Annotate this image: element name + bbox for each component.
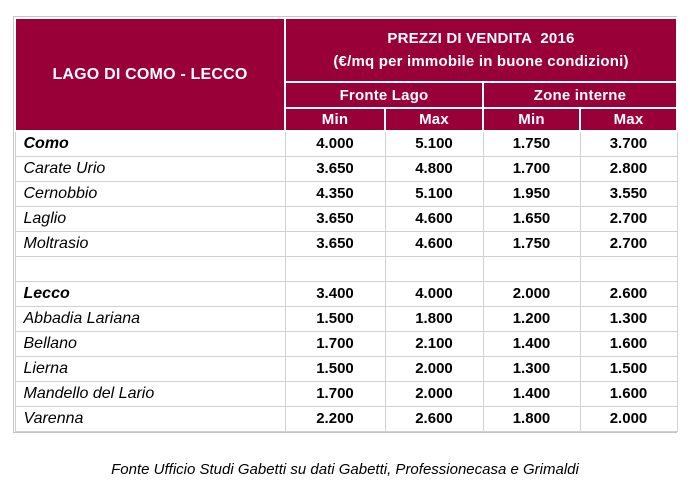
locality-cell: Lecco — [15, 281, 285, 306]
table-row — [15, 131, 677, 156]
table-row — [15, 206, 677, 231]
price-cell: 1.300 — [483, 356, 580, 381]
price-cell: 1.300 — [580, 306, 677, 331]
table-row — [15, 331, 677, 356]
price-cell: 2.600 — [385, 406, 483, 431]
group-header-fronte-lago: Fronte Lago — [285, 82, 483, 108]
price-cell: 1.400 — [483, 381, 580, 406]
price-cell: 2.200 — [285, 406, 385, 431]
price-cell — [285, 256, 385, 281]
table-row — [15, 181, 677, 206]
price-cell: 1.800 — [385, 306, 483, 331]
price-cell: 1.500 — [285, 306, 385, 331]
price-cell: 3.650 — [285, 231, 385, 256]
locality-cell — [15, 256, 285, 281]
subheader-fronte-lago-max: Max — [385, 108, 483, 131]
price-cell: 1.800 — [483, 406, 580, 431]
price-cell: 1.700 — [285, 331, 385, 356]
price-cell: 4.600 — [385, 231, 483, 256]
price-cell: 1.650 — [483, 206, 580, 231]
price-cell: 1.500 — [285, 356, 385, 381]
locality-cell: Lierna — [15, 356, 285, 381]
price-cell: 2.600 — [580, 281, 677, 306]
group-header-zone-interne: Zone interne — [483, 82, 677, 108]
price-cell: 1.950 — [483, 181, 580, 206]
table-row — [15, 306, 677, 331]
price-cell: 2.700 — [580, 206, 677, 231]
price-cell: 2.000 — [385, 381, 483, 406]
locality-cell: Moltrasio — [15, 231, 285, 256]
price-cell: 3.650 — [285, 156, 385, 181]
table-body — [15, 131, 677, 431]
price-table — [14, 17, 678, 432]
price-cell: 1.600 — [580, 381, 677, 406]
locality-cell: Cernobbio — [15, 181, 285, 206]
table-title-line1: PREZZI DI VENDITA 2016 — [387, 29, 575, 47]
table-row — [15, 281, 677, 306]
price-cell: 3.700 — [580, 131, 677, 156]
price-cell: 2.100 — [385, 331, 483, 356]
subheader-fronte-lago-min: Min — [285, 108, 385, 131]
price-cell: 1.500 — [580, 356, 677, 381]
price-cell: 2.800 — [580, 156, 677, 181]
price-cell: 4.600 — [385, 206, 483, 231]
locality-cell: Laglio — [15, 206, 285, 231]
price-cell: 2.000 — [385, 356, 483, 381]
price-cell: 1.750 — [483, 131, 580, 156]
price-cell — [385, 256, 483, 281]
table-row — [15, 156, 677, 181]
locality-cell: Mandello del Lario — [15, 381, 285, 406]
table-row-spacer — [15, 256, 677, 281]
source-note: Fonte Ufficio Studi Gabetti su dati Gabetti, Professionecasa e Grimaldi — [111, 461, 579, 478]
price-cell: 2.000 — [483, 281, 580, 306]
locality-cell: Bellano — [15, 331, 285, 356]
locality-cell: Carate Urio — [15, 156, 285, 181]
table-row — [15, 381, 677, 406]
price-cell: 3.550 — [580, 181, 677, 206]
price-cell: 1.700 — [285, 381, 385, 406]
locality-cell: Abbadia Lariana — [15, 306, 285, 331]
table-title-line2: (€/mq per immobile in buone condizioni) — [333, 53, 629, 70]
price-cell — [483, 256, 580, 281]
price-cell: 1.700 — [483, 156, 580, 181]
price-cell: 2.700 — [580, 231, 677, 256]
subheader-zone-interne-min: Min — [483, 108, 580, 131]
price-cell: 1.600 — [580, 331, 677, 356]
title-header-cell — [285, 18, 677, 82]
table-header — [15, 18, 677, 131]
locality-cell: Como — [15, 131, 285, 156]
price-cell — [580, 256, 677, 281]
price-cell: 5.100 — [385, 181, 483, 206]
price-cell: 4.800 — [385, 156, 483, 181]
table-row — [15, 356, 677, 381]
price-cell: 4.350 — [285, 181, 385, 206]
price-cell: 1.200 — [483, 306, 580, 331]
price-cell: 3.650 — [285, 206, 385, 231]
corner-header-cell: LAGO DI COMO - LECCO — [15, 18, 285, 131]
subheader-zone-interne-max: Max — [580, 108, 677, 131]
price-cell: 1.750 — [483, 231, 580, 256]
locality-cell: Varenna — [15, 406, 285, 431]
price-cell: 4.000 — [385, 281, 483, 306]
price-cell: 1.400 — [483, 331, 580, 356]
table-row — [15, 231, 677, 256]
price-cell: 5.100 — [385, 131, 483, 156]
price-cell: 3.400 — [285, 281, 385, 306]
table-row — [15, 406, 677, 431]
price-cell: 4.000 — [285, 131, 385, 156]
price-table-container — [13, 16, 677, 433]
price-cell: 2.000 — [580, 406, 677, 431]
